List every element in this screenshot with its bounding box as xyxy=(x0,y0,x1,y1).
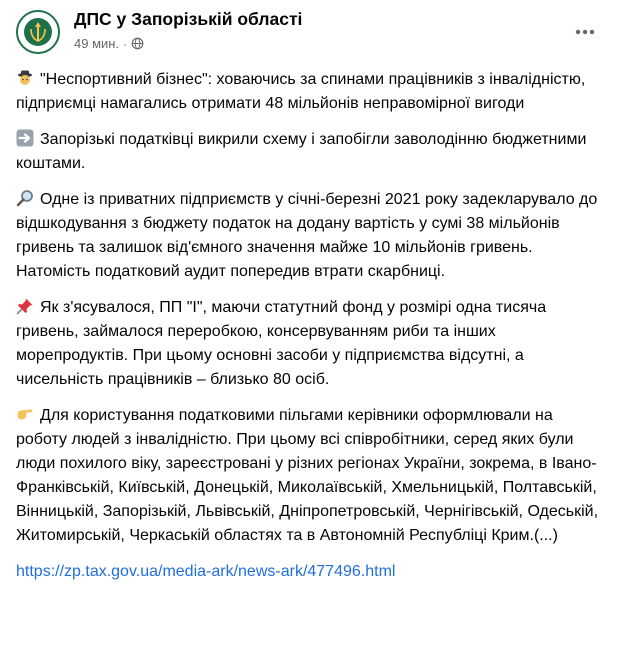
meta-separator: · xyxy=(123,36,128,51)
post-time[interactable]: 49 мин. xyxy=(74,36,120,51)
post-paragraph xyxy=(16,128,602,176)
post-paragraph xyxy=(16,404,602,548)
tax-service-logo-icon xyxy=(18,12,58,52)
paragraph-text: Для користування податковими пільгами керівники оформлювали на роботу людей з інвалідністю. При цьому всі співробітники, серед яких були люди похилого віку, зареєстровані у різних регіонах України, зокрема, в Івано-Франківській, Київській, Донецькій, Миколаївській, Хмельницькій, Полтавській, Вінницькій, Запорізькій, Львівській, Дніпропетровській, Чернігівській, Одеській, Житомирській, Черкаській областях та в Автономній Республіці Крим.(...) xyxy=(16,407,599,544)
pushpin-emoji-icon xyxy=(16,297,34,315)
right-arrow-emoji-icon xyxy=(16,129,34,147)
post-paragraph xyxy=(16,296,602,392)
more-options-button[interactable] xyxy=(567,14,603,50)
post-body xyxy=(16,68,602,584)
detective-emoji-icon xyxy=(16,69,34,87)
paragraph-text: "Неспортивний бізнес": ховаючись за спинами працівників з інвалідністю, підприємці намагались отримати 48 мільйонів неправомірної вигоди xyxy=(16,71,586,112)
post-meta xyxy=(74,36,144,51)
page-avatar[interactable] xyxy=(16,10,60,54)
ellipsis-icon xyxy=(575,29,595,35)
magnifying-glass-emoji-icon xyxy=(16,189,34,207)
post-paragraph xyxy=(16,68,602,116)
paragraph-text: Запорізькі податківці викрили схему і запобігли заволодінню бюджетними коштами. xyxy=(16,131,587,172)
page-name[interactable]: ДПС у Запорізькій області xyxy=(74,9,303,29)
post-header xyxy=(0,0,617,64)
article-link[interactable]: https://zp.tax.gov.ua/media-ark/news-ark/477496.html xyxy=(16,563,396,580)
globe-icon xyxy=(131,37,144,50)
pointing-hand-emoji-icon xyxy=(16,405,34,423)
paragraph-text: Одне із приватних підприємств у січні-березні 2021 року задекларувало до відшкодування з бюджету податок на додану вартість у сумі 38 мільйонів гривень та залишок від'ємного значення майже 10 мільйонів гривень. Натомість податковий аудит попередив втрати скарбниці. xyxy=(16,191,598,280)
post-paragraph xyxy=(16,188,602,284)
paragraph-text: Як з'ясувалося, ПП "І", маючи статутний фонд у розмірі одна тисяча гривень, займалося переробкою, консервуванням риби та інших морепродуктів. При цьому основні засоби у підприємства відсутні, а чисельність працівників – близько 80 осіб. xyxy=(16,299,547,388)
